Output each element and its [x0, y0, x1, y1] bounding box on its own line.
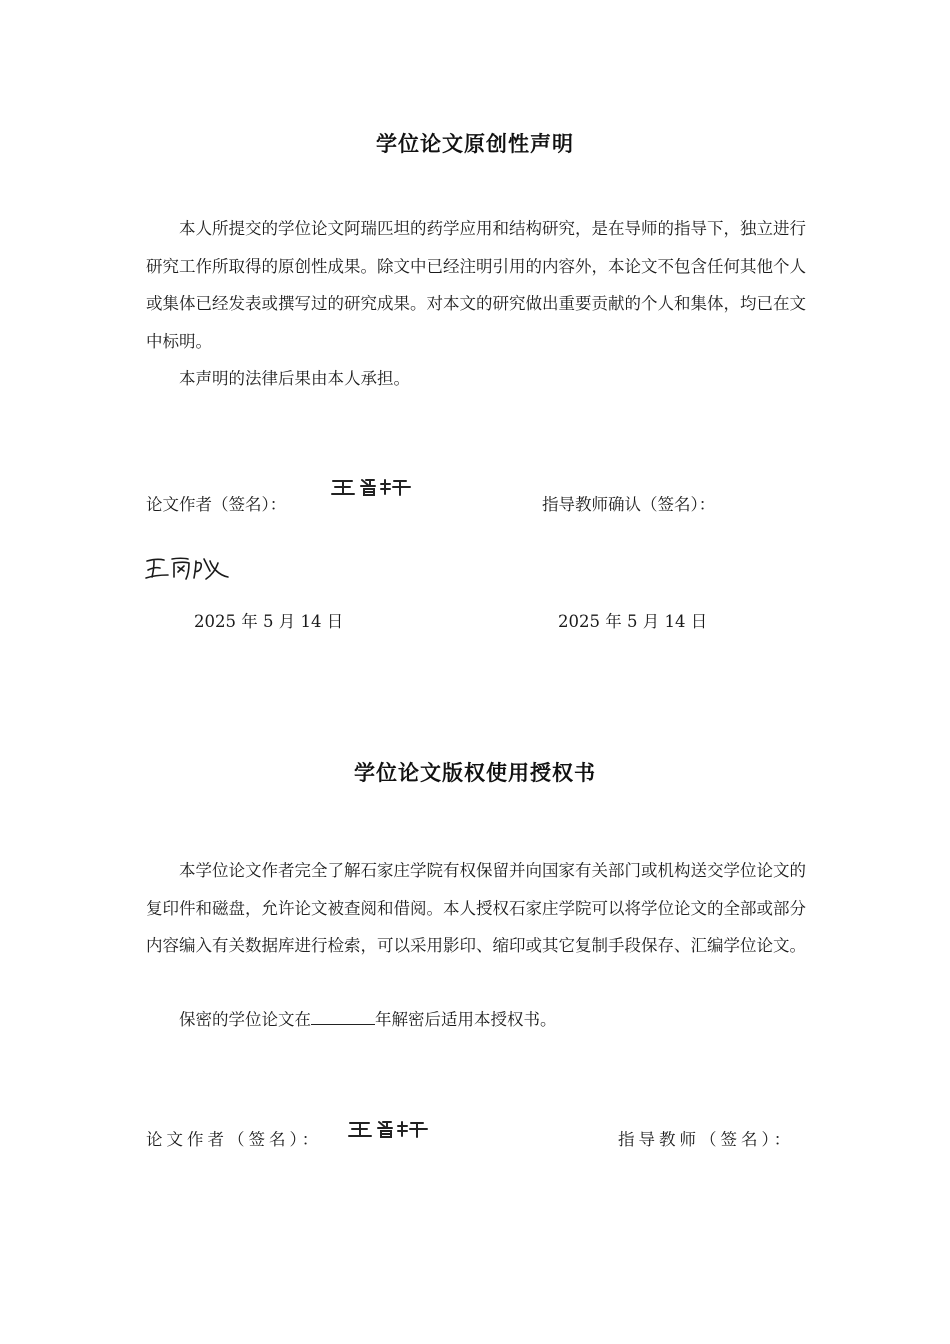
authorization-author-signature-stamp [347, 1119, 435, 1139]
confidentiality-text-after: 年解密后适用本授权书。 [375, 1010, 557, 1029]
confidentiality-text-before: 保密的学位论文在 [179, 1010, 311, 1029]
advisor-handwritten-signature [144, 553, 232, 583]
author-date: 2025 年 5 月 14 日 [194, 612, 344, 631]
authorization-paragraph: 本学位论文作者完全了解石家庄学院有权保留并向国家有关部门或机构送交学位论文的复印件和磁盘，允许论文被查阅和借阅。本人授权石家庄学院可以将学位论文的全部或部分内容编入有关数据库进行检索，可以采用影印、缩印或其它复制手段保存、汇编学位论文。 [146, 861, 806, 955]
declaration-legal-note: 本声明的法律后果由本人承担。 [179, 369, 410, 388]
authorization-advisor-label: 指导教师（签名）： [618, 1130, 795, 1149]
author-sign-label: 论文作者（签名）： [146, 495, 287, 514]
advisor-date: 2025 年 5 月 14 日 [558, 612, 708, 631]
declaration-paragraph: 本人所提交的学位论文阿瑞匹坦的药学应用和结构研究，是在导师的指导下，独立进行研究工作所取得的原创性成果。除文中已经注明引用的内容外，本论文不包含任何其他个人或集体已经发表或撰写过的研究成果。对本文的研究做出重要贡献的个人和集体，均已在文中标明。 [146, 219, 806, 351]
confidentiality-clause [146, 1001, 806, 1039]
authorization-title: 学位论文版权使用授权书 [354, 761, 596, 785]
confidentiality-years-blank[interactable] [311, 1010, 375, 1025]
declaration-title: 学位论文原创性声明 [376, 132, 574, 156]
advisor-confirm-label: 指导教师确认（签名）： [542, 495, 716, 514]
authorization-author-label: 论文作者（签名）： [146, 1130, 323, 1149]
author-signature-stamp [330, 477, 418, 497]
